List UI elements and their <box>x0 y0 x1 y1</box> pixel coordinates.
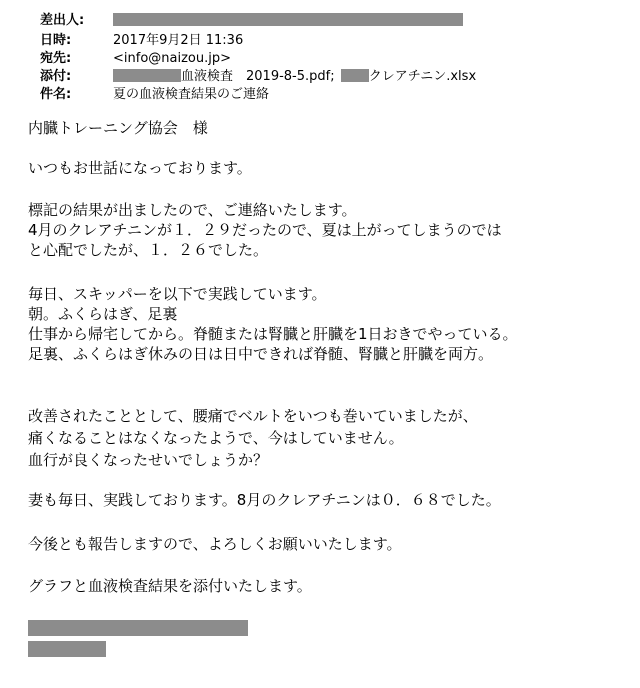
body-line: と心配でしたが、１．２６でした。 <box>28 241 269 259</box>
attachments-value <box>113 68 476 86</box>
body-line: 妻も毎日、実践しております。8月のクレアチニンは０．６８でした。 <box>28 491 501 509</box>
signature-redaction-bar <box>28 641 106 657</box>
body-line: 仕事から帰宅してから。脊髄または腎臓と肝臓を1日おきでやっている。 <box>28 325 518 343</box>
signature-redaction-bar <box>28 620 248 636</box>
salutation: 内臓トレーニング協会 様 <box>28 119 208 137</box>
body-line: 血行が良くなったせいでしょうか？ <box>28 451 269 469</box>
greeting: いつもお世話になっております。 <box>28 159 252 177</box>
redaction-bar <box>113 13 463 26</box>
to-label: 宛先: <box>40 51 72 66</box>
attachment-file-xlsx[interactable]: クレアチニン.xlsx <box>368 69 477 84</box>
body-line: グラフと血液検査結果を添付いたします。 <box>28 577 312 595</box>
body-line: 改善されたこととして、腰痛でベルトをいつも巻いていましたが、 <box>28 407 478 425</box>
from-label: 差出人: <box>40 13 85 28</box>
attachments-label: 添付: <box>40 69 72 84</box>
to-value: <info@naizou.jp> <box>113 51 231 66</box>
redaction-bar <box>341 69 369 82</box>
body-line: 今後とも報告しますので、よろしくお願いいたします。 <box>28 535 402 553</box>
body-line: 標記の結果が出ましたので、ご連絡いたします。 <box>28 201 357 219</box>
body-line: 痛くなることはなくなったようで、今はしていません。 <box>28 429 404 447</box>
subject-label: 件名: <box>40 87 72 102</box>
from-value-redacted <box>113 12 463 30</box>
date-value: 2017年9月2日 11:36 <box>113 33 244 48</box>
body-line: 朝。ふくらはぎ、足裏 <box>28 305 178 323</box>
body-line: 4月のクレアチニンが１．２９だったので、夏は上がってしまうのでは <box>28 221 502 239</box>
body-line: 足裏、ふくらはぎ休みの日は日中できれば脊髄、腎臓と肝臓を両方。 <box>28 345 494 363</box>
subject-value: 夏の血液検査結果のご連絡 <box>113 87 270 102</box>
date-label: 日時: <box>40 33 72 48</box>
attachment-file-pdf[interactable]: 血液検査 2019-8-5.pdf; <box>181 69 335 84</box>
redaction-bar <box>113 69 181 82</box>
body-line: 毎日、スキッパーを以下で実践しています。 <box>28 285 327 303</box>
